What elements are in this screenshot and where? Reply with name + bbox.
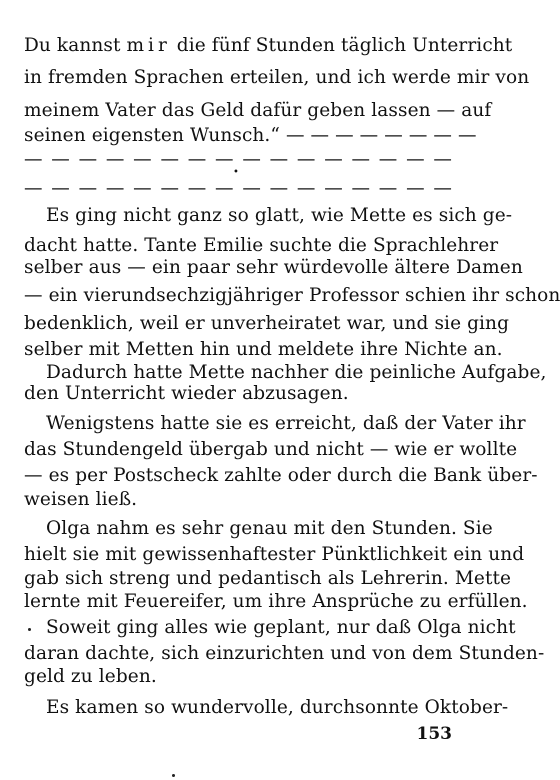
- text-line: — ein vierundsechzigjähriger Professor schien ihr schon: [24, 285, 560, 306]
- text-line: dacht hatte. Tante Emilie suchte die Sprachlehrer: [24, 235, 499, 256]
- text-line: Es kamen so wundervolle, durchsonnte Oktober-: [46, 697, 509, 718]
- text-line: Es ging nicht ganz so glatt, wie Mette es sich ge-: [46, 205, 513, 226]
- text-segment: die fünf Stunden täglich Unterricht: [170, 35, 513, 56]
- text-line: lernte mit Feuereifer, um ihre Ansprüche zu erfüllen.: [24, 591, 528, 612]
- page-number: 153: [416, 724, 452, 744]
- text-line: geld zu leben.: [24, 666, 157, 687]
- text-line: daran dachte, sich einzurichten und von dem Stunden-: [24, 643, 545, 664]
- text-line: Dadurch hatte Mette nachher die peinliche Aufgabe,: [46, 362, 547, 383]
- print-speck: [28, 628, 31, 631]
- text-line: selber mit Metten hin und meldete ihre Nichte an.: [24, 339, 503, 360]
- text-line: Wenigstens hatte sie es erreicht, daß der Vater ihr: [46, 413, 526, 434]
- text-line: [24, 30, 513, 62]
- text-line: Soweit ging alles wie geplant, nur daß Olga nicht: [46, 617, 516, 638]
- text-line: Olga nahm es sehr genau mit den Stunden. Sie: [46, 518, 493, 539]
- text-line: seinen eigensten Wunsch.“ — — — — — — — —: [24, 125, 477, 146]
- text-line: gab sich streng und pedantisch als Lehrerin. Mette: [24, 568, 512, 589]
- text-line: das Stundengeld übergab und nicht — wie er wollte: [24, 439, 518, 460]
- dash-line: — — — — — — — — — — — — — — — —: [24, 178, 452, 199]
- text-line: hielt sie mit gewissenhaftester Pünktlichkeit ein und: [24, 544, 525, 565]
- text-line: meinem Vater das Geld dafür geben lassen — auf: [24, 100, 492, 121]
- text-line: in fremden Sprachen erteilen, und ich werde mir von: [24, 67, 530, 88]
- text-line: bedenklich, weil er unverheiratet war, und sie ging: [24, 313, 510, 334]
- text-line: den Unterricht wieder abzusagen.: [24, 383, 349, 404]
- text-line: — es per Postscheck zahlte oder durch die Bank über-: [24, 465, 538, 486]
- text-line: selber aus — ein paar sehr würdevolle ältere Damen: [24, 257, 523, 278]
- emphasized-text: mir: [126, 35, 171, 56]
- text-segment: Du kannst: [24, 35, 127, 56]
- section-divider-mark: •: [233, 167, 239, 178]
- text-line: weisen ließ.: [24, 489, 138, 510]
- dash-line: — — — — — — — — — — — — — — — —: [24, 149, 452, 170]
- print-speck: [172, 774, 175, 777]
